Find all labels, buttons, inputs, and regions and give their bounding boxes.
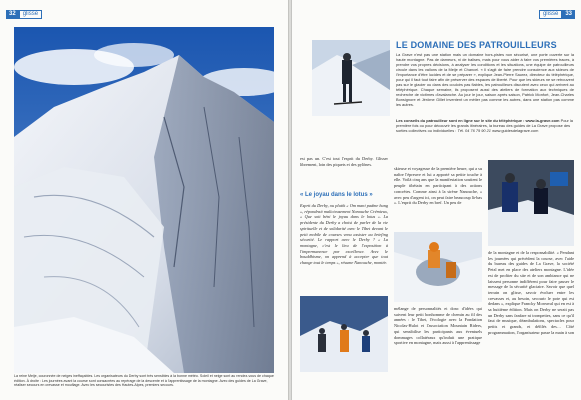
column-2-text-b: mélange de personnalités et donc d'idées qui suivent leur petit bonhomme de chemin au fil des années : le Tibet, l'écologie avec la Fondation Nicolas-Hulot et l'association Mountain Riders, qui sensibilise les participants aux éventuels dommages collatéraux qu'induit une pratique sportive en montagne, mais aussi à l'apprentissage <box>394 306 482 346</box>
right-page <box>292 0 581 400</box>
subhead: « Le joyau dans le lotus » <box>300 192 373 198</box>
article-column-1 <box>300 156 388 186</box>
rescue-photo <box>488 160 574 246</box>
info-body: Pour la première fois ou pour découvrir les grands itinéraires, la bureau des guides de La Grave propose des sorties collectives ou individuelles : <box>396 118 573 133</box>
folio-left <box>6 10 42 19</box>
section-label: glisse <box>19 10 42 19</box>
column-2-text-a: skieuse et voyageuse de la première heure, qui a su naître l'épreuve et lui a apporté sa petite touche à elle. Voilà cinq ans que la manifestation soutient le peuple tibétain en participant à des actions concrètes. Comme ainsi à la sirène Nanouche, « avec peu d'argent ici, on peut faire beaucoup là-bas ». L'esprit du Derby en bref. Un peu de <box>394 166 482 206</box>
column-1-text-b: Esprit du Derby, ou plutôt « Om mani padme hung », répondrait malicieusement Nanouche Crémieux, « Que soit béni le joyau dans le lotus ». La présidente du Derby a choisi de parler de la vie spirituelle et de solidarité avec le Tibet devant le petit mobile de courses venu assister au briefing sécurité. Le rapport avec le Derby ? « La montagne, c'est le lieu de l'exposition à l'impermanence par excellence. Avec le bouddhisme, on apprend à accepter que tout change tout le temps », résume Nanouche, montée. <box>300 203 388 266</box>
folio-right <box>539 10 575 19</box>
headline: LE DOMAINE DES PATROUILLEURS <box>396 40 557 50</box>
page-number: 32 <box>6 10 19 19</box>
crevasse-photo <box>394 232 482 302</box>
group-photo <box>300 296 388 372</box>
info-tel: Tél. 04 76 79 90 21 <box>457 128 491 133</box>
photo-caption: La reine Meije, couronnée de neiges ineffaçables. Les organisateurs du Derby sont très sensibles à la bonne météo. Soleil et neige sont au rendez-vous de chaque édition. À droite : Les journées avant la course sont consacrées au repérage de la descente et à l'apprentissage de la montagne. Avec des guides de La Grave, réaliser secours en crevasse et mouflage. Avec les secouristes des Hautes-Alpes, premiers secours. <box>14 374 274 388</box>
info-box <box>396 118 574 133</box>
info-lead: Les conseils du patrouilleur sont en ligne sur le site du téléphérique : www.la-grave.com <box>396 118 560 123</box>
skier-photo <box>312 40 390 116</box>
intro-text: La Grave n'est pas une station mais un domaine hors-pistes non sécurisé, une porte ouverte sur la haute montagne. Pas de dameurs, ni de balises, mais pour vous aider à faire vos premières traces, à prendre vos propres décisions, à analyser les conditions et les situations, une équipe de patrouilleurs circule dans les vallons de la Meije et Chancel. « Il s'agit de faire prendre conscience aux skieurs de l'importance d'être lucides et de se préparer », explique Jean-Pierre Saurez, directeur du téléphérique, pour qui il faut tout faire afin de préserver des espaces de liberté. Pour que les skieurs ne se retrouvent pas sur le glacier ou dans des couloirs pas fiables, les patrouilleurs discutent avec ceux qui arrivent au téléphérique. Chaque semaine, ils proposent aussi des ateliers de formation aux techniques de recherche de victimes d'avalanche. Au jour le jour, saison après saison, Patrick Monfort, Jean-Charles Bonsignore et Jérôme Gillet inventent un métier pas comme les autres, dans une station pas comme les autres. <box>396 52 574 107</box>
article-column-3 <box>488 250 574 376</box>
info-web: www.guidesdelagrave.com <box>492 128 539 133</box>
article-column-1b <box>300 203 388 293</box>
left-page <box>0 0 288 400</box>
mountain-photo <box>14 27 274 373</box>
section-label: glisse <box>539 10 562 19</box>
article-column-2b <box>394 306 482 376</box>
article-column-2 <box>394 166 482 230</box>
page-number: 33 <box>562 10 575 19</box>
column-3-text: de la montagne et de la responsabilité. « Pendant les journées qui précèdent la course, avec l'aide du bureau des guides de La Grave, la société Petzl met en place des ateliers montagne. L'idée est de profiter du site et de son ambiance qui ne laissent personne indifférent pour faire passer le message de la sécurité glaciaire. Savoir que quel terrain on glisse, savoir évoluer entre les crevasses et, au besoin, secourir le pote qui est dedans », explique Francky Moreaval qui en est à sa huitième édition. Mais on Derby ne serait pas un Derby sans fanfare ni trompettes, sans ce qu'il faut de musique, déambulations, spectacles pour petits et grands, et défilés des… Côté programmation, l'organisateur passe la main à son <box>488 250 574 335</box>
column-1-text-a: est pas un. C'est tout l'esprit du Derby. Glisser librement, loin des piquets et des pylônes. <box>300 156 388 167</box>
